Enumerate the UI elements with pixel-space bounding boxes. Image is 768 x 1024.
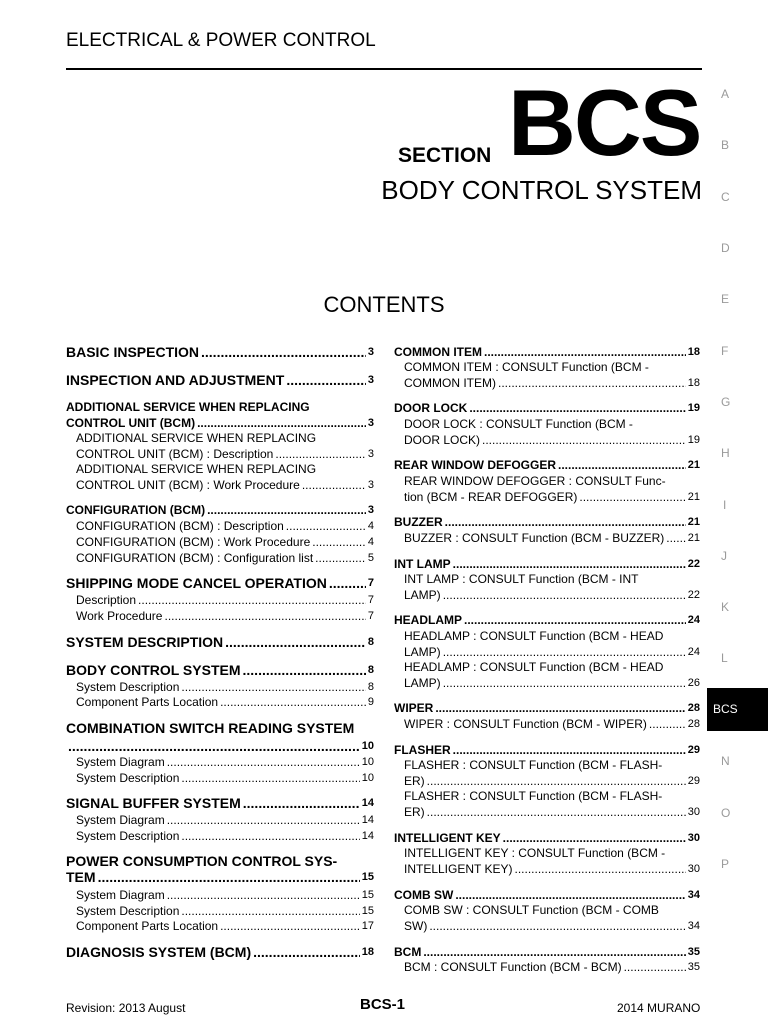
toc-subentry[interactable]: CONFIGURATION (BCM) : Configuration list ..... 5 [76, 550, 374, 566]
toc-entry[interactable]: INTELLIGENT KEY ..... 30 [394, 830, 700, 846]
toc-entry[interactable]: COMBINATION SWITCH READING SYSTEM ..... 10 [66, 720, 374, 754]
side-tab-o[interactable]: O [721, 806, 731, 820]
side-tab-l[interactable]: L [721, 651, 728, 665]
toc-subentry[interactable]: ADDITIONAL SERVICE WHEN REPLACING CONTROL UNIT (BCM) : Description ..... 3 [76, 430, 374, 462]
toc-entry[interactable]: DIAGNOSIS SYSTEM (BCM) ..... 18 [66, 944, 374, 960]
toc-entry[interactable]: FLASHER ..... 29 [394, 742, 700, 758]
section-code: BCS [508, 70, 701, 175]
side-tab-c[interactable]: C [721, 190, 730, 204]
toc-entry[interactable]: SIGNAL BUFFER SYSTEM ..... 14 [66, 795, 374, 811]
toc-entry[interactable]: SHIPPING MODE CANCEL OPERATION ..... 7 [66, 575, 374, 591]
side-tab-d[interactable]: D [721, 241, 730, 255]
toc-entry[interactable]: POWER CONSUMPTION CONTROL SYS- TEM ..... 15 [66, 853, 374, 885]
toc-subentry[interactable]: Component Parts Location ..... 9 [76, 694, 374, 710]
toc-subentry[interactable]: System Diagram ..... 14 [76, 812, 374, 828]
toc-entry[interactable]: WIPER ..... 28 [394, 700, 700, 716]
toc-subentry[interactable]: System Description ..... 15 [76, 903, 374, 919]
toc-entry[interactable]: BASIC INSPECTION ..... 3 [66, 344, 374, 360]
toc-subentry[interactable]: BUZZER : CONSULT Function (BCM - BUZZER) ..... 21 [404, 530, 700, 546]
toc-subentry[interactable]: FLASHER : CONSULT Function (BCM - FLASH- ER) ..... 30 [404, 788, 700, 820]
toc-entry[interactable]: ADDITIONAL SERVICE WHEN REPLACING CONTROL UNIT (BCM) ..... 3 [66, 399, 374, 431]
side-tab-g[interactable]: G [721, 395, 731, 409]
toc-subentry[interactable]: Work Procedure ..... 7 [76, 608, 374, 624]
toc-subentry[interactable]: INTELLIGENT KEY : CONSULT Function (BCM - INTELLIGENT KEY) ..... 30 [404, 845, 700, 877]
side-tab-b[interactable]: B [721, 138, 730, 152]
side-tab-j[interactable]: J [721, 549, 727, 563]
side-tab-k[interactable]: K [721, 600, 730, 614]
side-tab-h[interactable]: H [721, 446, 730, 460]
footer-page-number: BCS-1 [360, 996, 406, 1013]
toc-subentry[interactable]: CONFIGURATION (BCM) : Description ..... 4 [76, 518, 374, 534]
side-tab-n[interactable]: N [721, 754, 730, 768]
toc-entry[interactable]: INSPECTION AND ADJUSTMENT ..... 3 [66, 372, 374, 388]
side-tab-bcs-active[interactable] [707, 688, 768, 731]
toc-entry[interactable]: HEADLAMP ..... 24 [394, 612, 700, 628]
toc-entry[interactable]: INT LAMP ..... 22 [394, 556, 700, 572]
toc-subentry[interactable]: DOOR LOCK : CONSULT Function (BCM - DOOR LOCK) ..... 19 [404, 416, 700, 448]
toc-subentry[interactable]: CONFIGURATION (BCM) : Work Procedure ..... 4 [76, 534, 374, 550]
toc-subentry[interactable]: System Diagram ..... 10 [76, 754, 374, 770]
toc-subentry[interactable]: HEADLAMP : CONSULT Function (BCM - HEAD LAMP) ..... 24 [404, 628, 700, 660]
toc-entry[interactable]: BUZZER ..... 21 [394, 514, 700, 530]
toc-entry[interactable]: COMMON ITEM ..... 18 [394, 344, 700, 360]
toc-subentry[interactable]: WIPER : CONSULT Function (BCM - WIPER) ..... 28 [404, 716, 700, 732]
toc-entry[interactable]: REAR WINDOW DEFOGGER ..... 21 [394, 457, 700, 473]
section-label: SECTION [398, 144, 492, 167]
toc-entry[interactable]: BCM ..... 35 [394, 944, 700, 960]
toc-subentry[interactable]: REAR WINDOW DEFOGGER : CONSULT Func- tion (BCM - REAR DEFOGGER) ..... 21 [404, 473, 700, 505]
footer-model: 2014 MURANO [617, 1001, 701, 1015]
toc-entry[interactable]: COMB SW ..... 34 [394, 887, 700, 903]
toc-entry[interactable]: SYSTEM DESCRIPTION ..... 8 [66, 634, 374, 650]
side-tab-e[interactable]: E [721, 292, 730, 306]
toc-subentry[interactable]: ADDITIONAL SERVICE WHEN REPLACING CONTROL UNIT (BCM) : Work Procedure ..... 3 [76, 461, 374, 493]
toc-subentry[interactable]: INT LAMP : CONSULT Function (BCM - INT LAMP) ..... 22 [404, 571, 700, 603]
toc-subentry[interactable]: Component Parts Location ..... 17 [76, 918, 374, 934]
toc-subentry[interactable]: FLASHER : CONSULT Function (BCM - FLASH- ER) ..... 29 [404, 757, 700, 789]
toc-subentry[interactable]: Description ..... 7 [76, 592, 374, 608]
toc-subentry[interactable]: System Diagram ..... 15 [76, 887, 374, 903]
contents-heading: CONTENTS [323, 292, 445, 317]
toc-entry[interactable]: BODY CONTROL SYSTEM ..... 8 [66, 662, 374, 678]
side-tab-f[interactable]: F [721, 344, 729, 358]
chapter-title: ELECTRICAL & POWER CONTROL [66, 30, 376, 51]
side-tab-p[interactable]: P [721, 857, 730, 871]
toc-subentry[interactable]: System Description ..... 10 [76, 770, 374, 786]
toc-entry[interactable]: CONFIGURATION (BCM) ..... 3 [66, 502, 374, 518]
section-title: BODY CONTROL SYSTEM [381, 175, 702, 205]
toc-entry[interactable]: DOOR LOCK ..... 19 [394, 400, 700, 416]
toc-subentry[interactable]: BCM : CONSULT Function (BCM - BCM) ..... 35 [404, 959, 700, 975]
toc-subentry[interactable]: HEADLAMP : CONSULT Function (BCM - HEAD LAMP) ..... 26 [404, 659, 700, 691]
toc-subentry[interactable]: System Description ..... 14 [76, 828, 374, 844]
side-tab-a[interactable]: A [721, 87, 730, 101]
active-tab-label: BCS [713, 702, 738, 716]
side-tab-i[interactable]: I [723, 498, 727, 512]
toc-subentry[interactable]: System Description ..... 8 [76, 679, 374, 695]
footer-revision: Revision: 2013 August [66, 1001, 186, 1015]
toc-subentry[interactable]: COMMON ITEM : CONSULT Function (BCM - COMMON ITEM) ..... 18 [404, 359, 700, 391]
toc-subentry[interactable]: COMB SW : CONSULT Function (BCM - COMB SW) ..... 34 [404, 902, 700, 934]
